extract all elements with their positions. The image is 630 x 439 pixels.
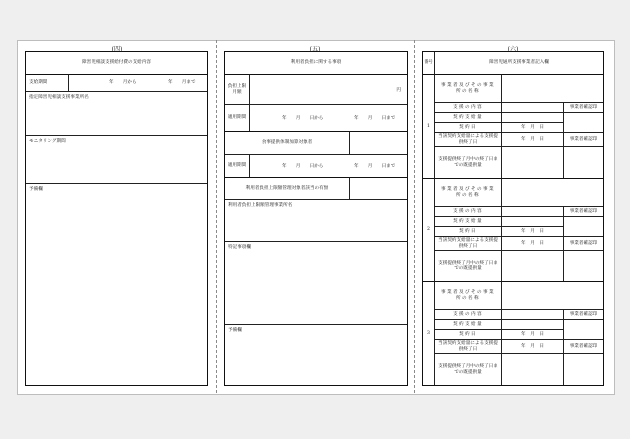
entry-used-label: 支援提供終了月中の終了日までの既提供量 — [435, 146, 502, 178]
monitoring-label: モニタリング期間 — [26, 135, 207, 183]
period-label-2: 適用期間 — [225, 154, 249, 177]
entry-used-label: 支援提供終了月中の終了日までの既提供量 — [435, 353, 502, 385]
entry-contract-date-value: 年 月 日 — [502, 122, 564, 132]
entry-end-confirm-label: 事業者確認印 — [564, 132, 603, 146]
entry-amount-value — [502, 112, 564, 122]
entry-provider-name-label: 事業者及びその事業所の名称 — [435, 281, 502, 309]
yen-label: 円 — [396, 88, 401, 93]
entry-end-date-label: 当該契約支給量による支援提供終了日 — [435, 339, 502, 353]
cap-value-cell — [249, 74, 407, 104]
period-from: 年 月 日から — [282, 116, 324, 121]
entry-end-date-value: 年 月 日 — [502, 236, 564, 250]
period-cell-2 — [249, 154, 407, 177]
mgmt-target-label: 利用者負担上限額管理対象者該当の有無 — [225, 177, 349, 199]
entry-provider-name-value — [502, 74, 603, 102]
panel-6-header: 障害児通所支援事業者記入欄 — [489, 60, 549, 66]
entry-content-label: 支援の内容 — [435, 102, 502, 112]
entry-contract-date-label: 契約日 — [435, 122, 502, 132]
entry-end-date-value: 年 月 日 — [502, 339, 564, 353]
entry-content-value — [502, 309, 564, 319]
panel-5-title: (五) — [309, 46, 321, 53]
period-label: 支給期間 — [26, 74, 68, 91]
entry-confirm-label: 事業者確認印 — [564, 102, 603, 112]
number-header: 番号 — [423, 52, 435, 74]
panel-4-title: (四) — [111, 46, 123, 53]
entry-content-label: 支援の内容 — [435, 206, 502, 216]
entry-amount-label: 契約支給量 — [435, 112, 502, 122]
entry-number: 3 — [423, 281, 435, 385]
entry-used-value — [502, 250, 564, 281]
entry-used-confirm — [564, 250, 603, 281]
fold-line-2 — [414, 40, 415, 393]
cap-label: 負担上限月額 — [225, 74, 249, 104]
panel-5 — [224, 51, 408, 386]
entry-content-value — [502, 206, 564, 216]
period-to: 年 月 日まで — [354, 116, 396, 121]
panel-5-reserve-label: 予備欄 — [225, 324, 407, 385]
panel-4-reserve-label: 予備欄 — [26, 183, 207, 385]
entry-amount-label: 契約支給量 — [435, 319, 502, 329]
entry-content-label: 支援の内容 — [435, 309, 502, 319]
entry-provider-name-value — [502, 178, 603, 206]
entry-end-confirm-label: 事業者確認印 — [564, 339, 603, 353]
mgmt-target-value — [349, 177, 407, 199]
entry-end-confirm-label: 事業者確認印 — [564, 236, 603, 250]
period-cell — [249, 104, 407, 131]
panel-6 — [422, 51, 604, 386]
entry-provider-name-value — [502, 281, 603, 309]
period-label: 適用期間 — [225, 104, 249, 131]
period-to-2: 年 月 日まで — [354, 164, 396, 169]
entry-provider-name-label: 事業者及びその事業所の名称 — [435, 178, 502, 206]
entry-content-value — [502, 102, 564, 112]
entry-used-confirm — [564, 353, 603, 385]
entry-confirm-label: 事業者確認印 — [564, 206, 603, 216]
entry-confirm-label: 事業者確認印 — [564, 309, 603, 319]
entry-end-date-label: 当該契約支給量による支援提供終了日 — [435, 132, 502, 146]
period-from: 年 月から — [109, 80, 137, 86]
entry-number: 1 — [423, 74, 435, 178]
panel-6-title: (六) — [507, 46, 519, 53]
entry-contract-date-label: 契約日 — [435, 329, 502, 339]
entry-amount-value — [502, 216, 564, 226]
meal-value — [349, 131, 407, 154]
entry-amount-value — [502, 319, 564, 329]
panel-4-header: 障害児相談支援給付費の支給内容 — [82, 60, 151, 66]
panel-4 — [25, 51, 208, 386]
notes-label: 特記事項欄 — [225, 241, 407, 324]
entry-end-date-value: 年 月 日 — [502, 132, 564, 146]
period-from-2: 年 月 日から — [282, 164, 324, 169]
entry-used-label: 支援提供終了月中の終了日までの既提供量 — [435, 250, 502, 281]
entry-used-value — [502, 146, 564, 178]
panel-5-header: 利用者負担に関する事項 — [290, 60, 342, 66]
period-to: 年 月まで — [168, 80, 196, 86]
period-cell — [68, 74, 207, 91]
entry-contract-date-value: 年 月 日 — [502, 329, 564, 339]
entry-end-date-label: 当該契約支給量による支援提供終了日 — [435, 236, 502, 250]
fold-line-1 — [216, 40, 217, 393]
entry-used-confirm — [564, 146, 603, 178]
provider-label: 指定障害児相談支援事業所名 — [26, 91, 207, 135]
entry-number: 2 — [423, 178, 435, 281]
entry-contract-date-label: 契約日 — [435, 226, 502, 236]
meal-label: 食事提供体制加算対象者 — [225, 131, 349, 154]
entry-used-value — [502, 353, 564, 385]
entry-amount-label: 契約支給量 — [435, 216, 502, 226]
entry-provider-name-label: 事業者及びその事業所の名称 — [435, 74, 502, 102]
entry-contract-date-value: 年 月 日 — [502, 226, 564, 236]
mgmt-office-label: 利用者負担上限額管理事業所名 — [225, 199, 407, 241]
